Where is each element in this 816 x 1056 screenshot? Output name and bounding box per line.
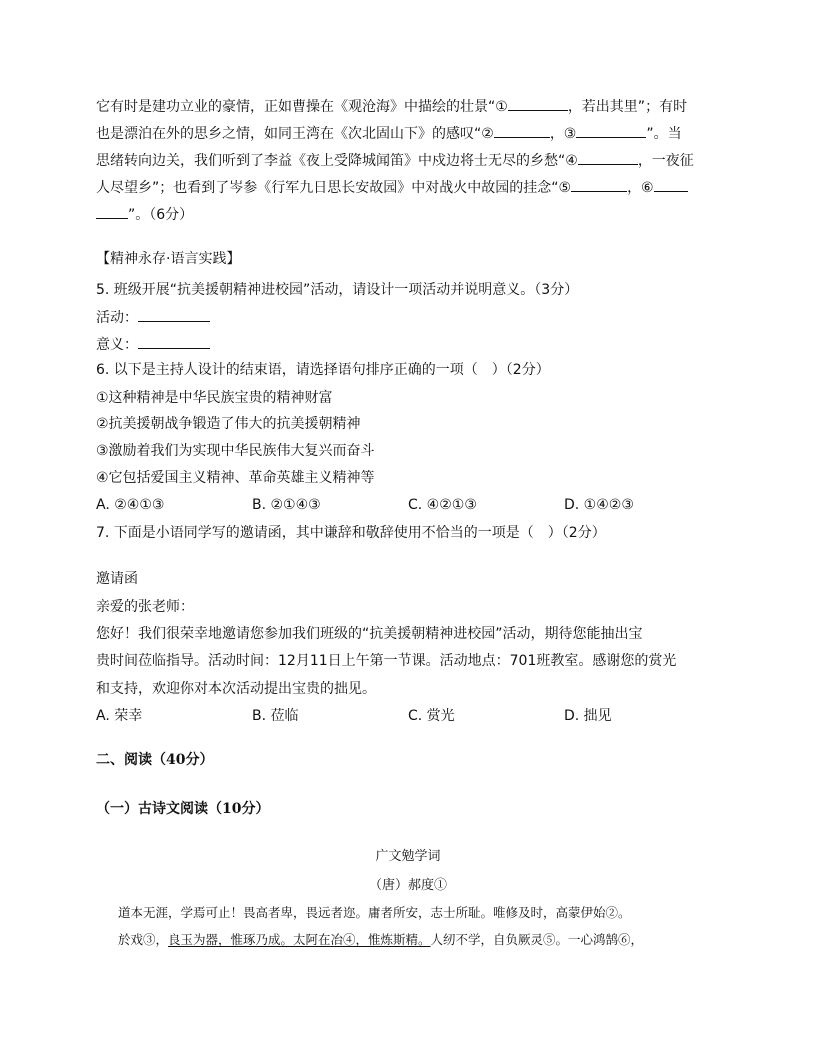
q7-option-b[interactable]: B. 莅临 [252, 708, 299, 724]
q4-text: ”。（6分） [128, 207, 194, 223]
part2-heading: 二、阅读（40分） [96, 752, 214, 768]
q5-activity-row [96, 307, 210, 328]
answer-blank-3[interactable] [576, 123, 646, 138]
q4-line-4 [96, 177, 688, 198]
q7-stem: 7. 下面是小语同学写的邀请函，其中谦辞和敬辞使用不恰当的一项是（ ）（2分） [96, 525, 606, 541]
section-heading: 【精神永存·语言实践】 [96, 251, 241, 267]
poem-underlined-text: 良玉为器，惟琢乃成。太阿在冶④，惟炼斯精。 [168, 932, 431, 947]
poem-text: 人纫不学，自负厥灵⑤。一心鸿鹄⑥， [430, 932, 644, 947]
letter-title: 邀请函 [96, 571, 138, 587]
q6-item: ③激励着我们为实现中华民族伟大复兴而奋斗 [96, 443, 375, 459]
meaning-blank[interactable] [138, 334, 210, 349]
q4-text: 它有时是建功立业的豪情，正如曹操在《观沧海》中描绘的壮景“① [96, 99, 508, 115]
q4-text: ”。当 [646, 126, 682, 142]
q4-text: 也是漂泊在外的思乡之情，如同王湾在《次北固山下》的感叹“② [96, 126, 494, 142]
q4-text: ，⑥ [627, 180, 654, 196]
letter-body: 和支持，欢迎你对本次活动提出宝贵的拙见。 [96, 681, 376, 697]
poem-author: （唐）郝度① [368, 878, 447, 893]
answer-blank-1[interactable] [508, 96, 568, 111]
q7-option-c[interactable]: C. 赏光 [408, 708, 455, 724]
poem-title: 广文勉学词 [375, 849, 441, 864]
activity-label: 活动： [96, 310, 138, 326]
q6-item: ①这种精神是中华民族宝贵的精神财富 [96, 390, 333, 406]
q4-line-1 [96, 96, 687, 117]
sub1-heading: （一）古诗文阅读（10分） [96, 801, 270, 817]
answer-blank-6[interactable] [654, 177, 688, 192]
q6-option-a[interactable]: A. ②④①③ [96, 497, 165, 513]
q4-line-2 [96, 123, 682, 144]
q7-option-a[interactable]: A. 荣幸 [96, 708, 143, 724]
q6-item: ②抗美援朝战争锻造了伟大的抗美援朝精神 [96, 416, 361, 432]
q5-meaning-row [96, 334, 210, 355]
answer-blank-2[interactable] [494, 123, 550, 138]
activity-blank[interactable] [138, 307, 210, 322]
answer-blank-5[interactable] [571, 177, 627, 192]
letter-body: 贵时间莅临指导。活动时间：12月11日上午第一节课。活动地点：701班教室。感谢您的赏光 [96, 653, 677, 669]
q4-text: ，若出其里”；有时 [567, 99, 688, 115]
poem-line-2 [118, 930, 643, 950]
q4-text: 人尽望乡”；也看到了岑参《行军九日思长安故园》中对战火中故园的挂念“⑤ [96, 180, 572, 196]
letter-body: 您好！我们很荣幸地邀请您参加我们班级的“抗美援朝精神进校园”活动，期待您能抽出宝 [96, 626, 643, 642]
q6-option-d[interactable]: D. ①④②③ [564, 497, 634, 513]
q4-line-5 [96, 204, 193, 225]
letter-salutation: 亲爱的张老师： [96, 599, 194, 615]
q7-option-d[interactable]: D. 拙见 [564, 708, 612, 724]
q6-option-c[interactable]: C. ④②①③ [408, 497, 477, 513]
answer-blank-6-cont[interactable] [96, 204, 128, 219]
q4-text: 思绪转向边关，我们听到了李益《夜上受降城闻笛》中戍边将士无尽的乡愁“④ [96, 153, 578, 169]
q6-item: ④它包括爱国主义精神、革命英雄主义精神等 [96, 470, 375, 486]
q4-line-3 [96, 150, 694, 171]
q6-option-b[interactable]: B. ②①④③ [252, 497, 321, 513]
q4-text: ，③ [549, 126, 577, 142]
poem-text: 於戏③， [118, 932, 169, 947]
poem-line-1: 道本无涯，学焉可止！畏高者卑，畏远者迩。庸者所安，志士所耻。唯修及时，高蒙伊始②。 [118, 905, 631, 920]
q6-stem: 6. 以下是主持人设计的结束语，请选择语句排序正确的一项（ ）（2分） [96, 362, 550, 378]
answer-blank-4[interactable] [578, 150, 638, 165]
q5-stem: 5. 班级开展“抗美援朝精神进校园”活动，请设计一项活动并说明意义。（3分） [96, 282, 579, 298]
meaning-label: 意义： [96, 337, 138, 353]
q4-text: ，一夜征 [637, 153, 694, 169]
